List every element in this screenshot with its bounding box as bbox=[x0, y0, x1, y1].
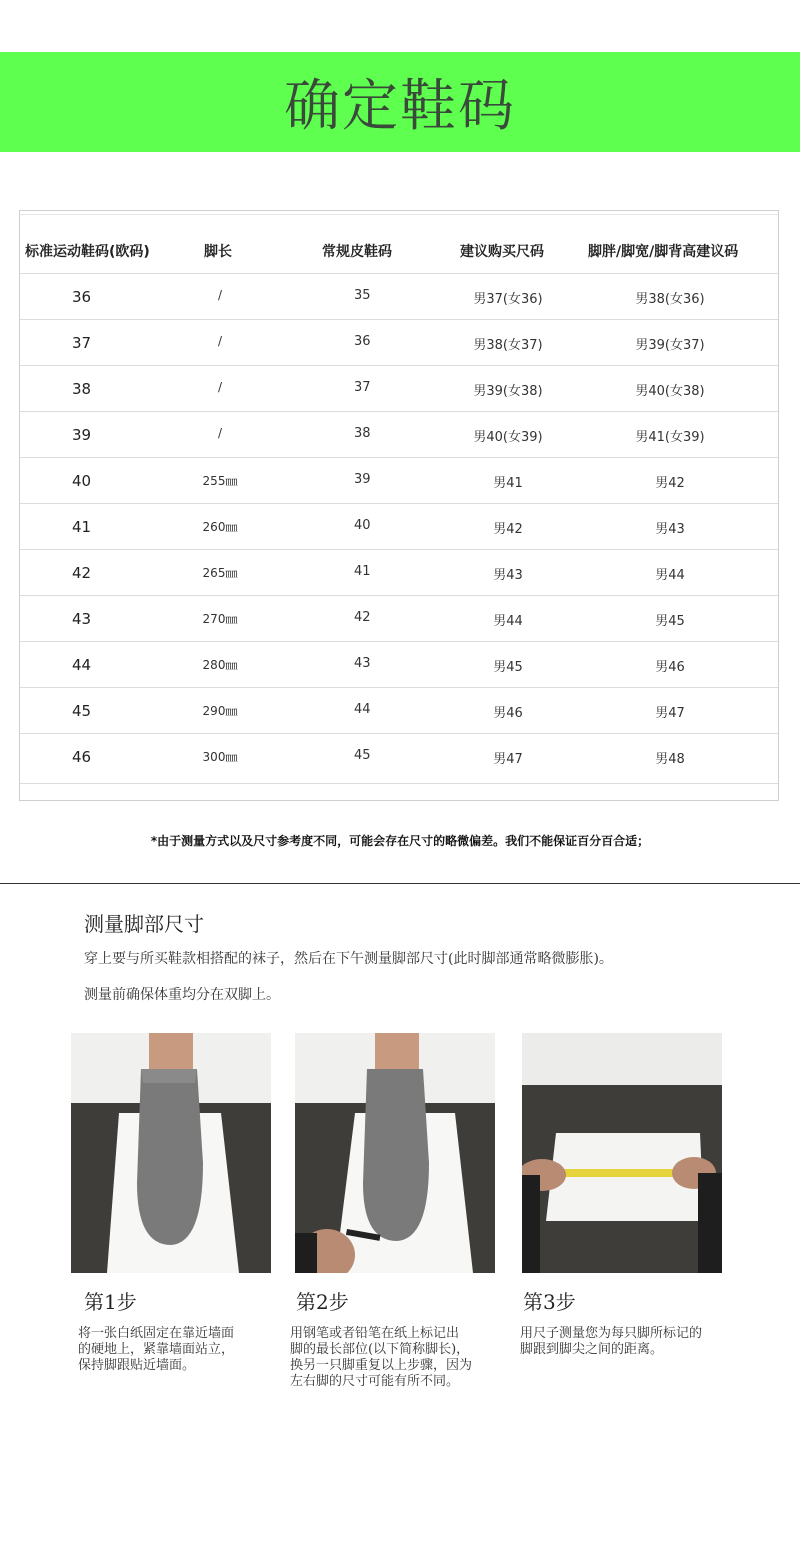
wide-foot-size-cell: 男39(女37) bbox=[635, 338, 705, 353]
measure-instruction-2: 测量前确保体重均分在双脚上。 bbox=[84, 987, 280, 1003]
wide-foot-size-cell: 男40(女38) bbox=[635, 384, 705, 399]
foot-length-cell: / bbox=[217, 288, 223, 302]
dress-shoe-size-cell: 45 bbox=[354, 748, 371, 763]
step-1-desc-line: 的硬地上，紧靠墙面站立， bbox=[78, 1342, 235, 1357]
wide-foot-size-cell: 男46 bbox=[655, 660, 685, 675]
foot-length-cell: 260㎜ bbox=[202, 520, 238, 534]
foot-length-cell: 290㎜ bbox=[202, 704, 238, 718]
wide-foot-size-cell: 男48 bbox=[655, 752, 685, 767]
table-row bbox=[20, 319, 778, 365]
step-3-photo bbox=[522, 1033, 722, 1273]
euro-size-cell: 39 bbox=[72, 426, 92, 444]
dress-shoe-size-cell: 39 bbox=[354, 472, 371, 487]
section-divider bbox=[0, 883, 800, 884]
step-3-title: 第3步 bbox=[523, 1290, 576, 1314]
step-1-desc-line: 保持脚跟贴近墙面。 bbox=[78, 1358, 196, 1373]
foot-length-cell: / bbox=[217, 380, 223, 394]
measure-title: 测量脚部尺寸 bbox=[84, 912, 204, 936]
table-header bbox=[20, 241, 778, 273]
suggested-size-cell: 男40(女39) bbox=[473, 430, 543, 445]
table-row bbox=[20, 503, 778, 549]
table-body bbox=[20, 273, 778, 779]
foot-length-cell: / bbox=[217, 426, 223, 440]
dress-shoe-size-cell: 35 bbox=[354, 288, 371, 303]
disclaimer-note: *由于测量方式以及尺寸参考度不同，可能会存在尺寸的略微偏差。我们不能保证百分百合适； bbox=[150, 834, 650, 848]
suggested-size-cell: 男46 bbox=[493, 706, 523, 721]
title-banner bbox=[0, 52, 800, 152]
euro-size-cell: 40 bbox=[72, 472, 92, 490]
euro-size-cell: 38 bbox=[72, 380, 92, 398]
euro-size-cell: 44 bbox=[72, 656, 92, 674]
banner-title: 确定鞋码 bbox=[284, 74, 516, 139]
dress-shoe-size-cell: 42 bbox=[354, 610, 371, 625]
step-2-desc-line: 左右脚的尺寸可能有所不同。 bbox=[290, 1374, 460, 1389]
dress-shoe-size-cell: 43 bbox=[354, 656, 371, 671]
table-row bbox=[20, 273, 778, 319]
euro-size-cell: 45 bbox=[72, 702, 92, 720]
step-2-description bbox=[290, 1326, 472, 1390]
header-wide-foot-size: 脚胖/脚宽/脚背高建议码 bbox=[588, 244, 739, 260]
suggested-size-cell: 男39(女38) bbox=[473, 384, 543, 399]
euro-size-cell: 36 bbox=[72, 288, 92, 306]
table-bottom-rule bbox=[20, 783, 778, 784]
table-row bbox=[20, 641, 778, 687]
dress-shoe-size-cell: 37 bbox=[354, 380, 371, 395]
step-3-description bbox=[520, 1326, 702, 1358]
table-row bbox=[20, 687, 778, 733]
table-row bbox=[20, 457, 778, 503]
wide-foot-size-cell: 男44 bbox=[655, 568, 685, 583]
euro-size-cell: 43 bbox=[72, 610, 92, 628]
wide-foot-size-cell: 男43 bbox=[655, 522, 685, 537]
euro-size-cell: 46 bbox=[72, 748, 92, 766]
foot-length-cell: / bbox=[217, 334, 223, 348]
header-euro-size: 标准运动鞋码(欧码) bbox=[25, 244, 150, 260]
dress-shoe-size-cell: 40 bbox=[354, 518, 371, 533]
step-2-desc-line: 换另一只脚重复以上步骤，因为 bbox=[290, 1358, 473, 1373]
suggested-size-cell: 男42 bbox=[493, 522, 523, 537]
euro-size-cell: 37 bbox=[72, 334, 92, 352]
table-row bbox=[20, 549, 778, 595]
step-1-photo bbox=[71, 1033, 271, 1273]
dress-shoe-size-cell: 44 bbox=[354, 702, 371, 717]
dress-shoe-size-cell: 38 bbox=[354, 426, 371, 441]
suggested-size-cell: 男44 bbox=[493, 614, 523, 629]
header-dress-shoe-size: 常规皮鞋码 bbox=[322, 244, 392, 260]
step-3-desc-line: 脚跟到脚尖之间的距离。 bbox=[520, 1342, 664, 1357]
euro-size-cell: 42 bbox=[72, 564, 92, 582]
step-1-title: 第1步 bbox=[84, 1290, 137, 1314]
table-row bbox=[20, 365, 778, 411]
table-row bbox=[20, 733, 778, 779]
foot-length-cell: 280㎜ bbox=[202, 658, 238, 672]
step-2-desc-line: 用钢笔或者铅笔在纸上标记出 bbox=[290, 1326, 460, 1341]
wide-foot-size-cell: 男45 bbox=[655, 614, 685, 629]
foot-length-cell: 270㎜ bbox=[202, 612, 238, 626]
header-foot-length: 脚长 bbox=[204, 244, 232, 260]
euro-size-cell: 41 bbox=[72, 518, 92, 536]
wide-foot-size-cell: 男41(女39) bbox=[635, 430, 705, 445]
step-2-desc-line: 脚的最长部位(以下简称脚长)， bbox=[290, 1342, 470, 1357]
suggested-size-cell: 男41 bbox=[493, 476, 523, 491]
dress-shoe-size-cell: 41 bbox=[354, 564, 371, 579]
step-2-photo bbox=[295, 1033, 495, 1273]
wide-foot-size-cell: 男38(女36) bbox=[635, 292, 705, 307]
size-table bbox=[19, 210, 779, 801]
dress-shoe-size-cell: 36 bbox=[354, 334, 371, 349]
table-row bbox=[20, 595, 778, 641]
suggested-size-cell: 男43 bbox=[493, 568, 523, 583]
foot-length-cell: 265㎜ bbox=[202, 566, 238, 580]
step-1-desc-line: 将一张白纸固定在靠近墙面 bbox=[78, 1326, 235, 1341]
step-2-title: 第2步 bbox=[296, 1290, 349, 1314]
step-1-description bbox=[78, 1326, 234, 1374]
measure-instruction-1: 穿上要与所买鞋款相搭配的袜子，然后在下午测量脚部尺寸(此时脚部通常略微膨胀)。 bbox=[84, 951, 613, 967]
foot-length-cell: 255㎜ bbox=[202, 474, 238, 488]
wide-foot-size-cell: 男47 bbox=[655, 706, 685, 721]
step-3-desc-line: 用尺子测量您为每只脚所标记的 bbox=[520, 1326, 703, 1341]
wide-foot-size-cell: 男42 bbox=[655, 476, 685, 491]
table-row bbox=[20, 411, 778, 457]
header-suggested-size: 建议购买尺码 bbox=[460, 244, 544, 260]
suggested-size-cell: 男37(女36) bbox=[473, 292, 543, 307]
foot-length-cell: 300㎜ bbox=[202, 750, 238, 764]
suggested-size-cell: 男47 bbox=[493, 752, 523, 767]
suggested-size-cell: 男38(女37) bbox=[473, 338, 543, 353]
suggested-size-cell: 男45 bbox=[493, 660, 523, 675]
